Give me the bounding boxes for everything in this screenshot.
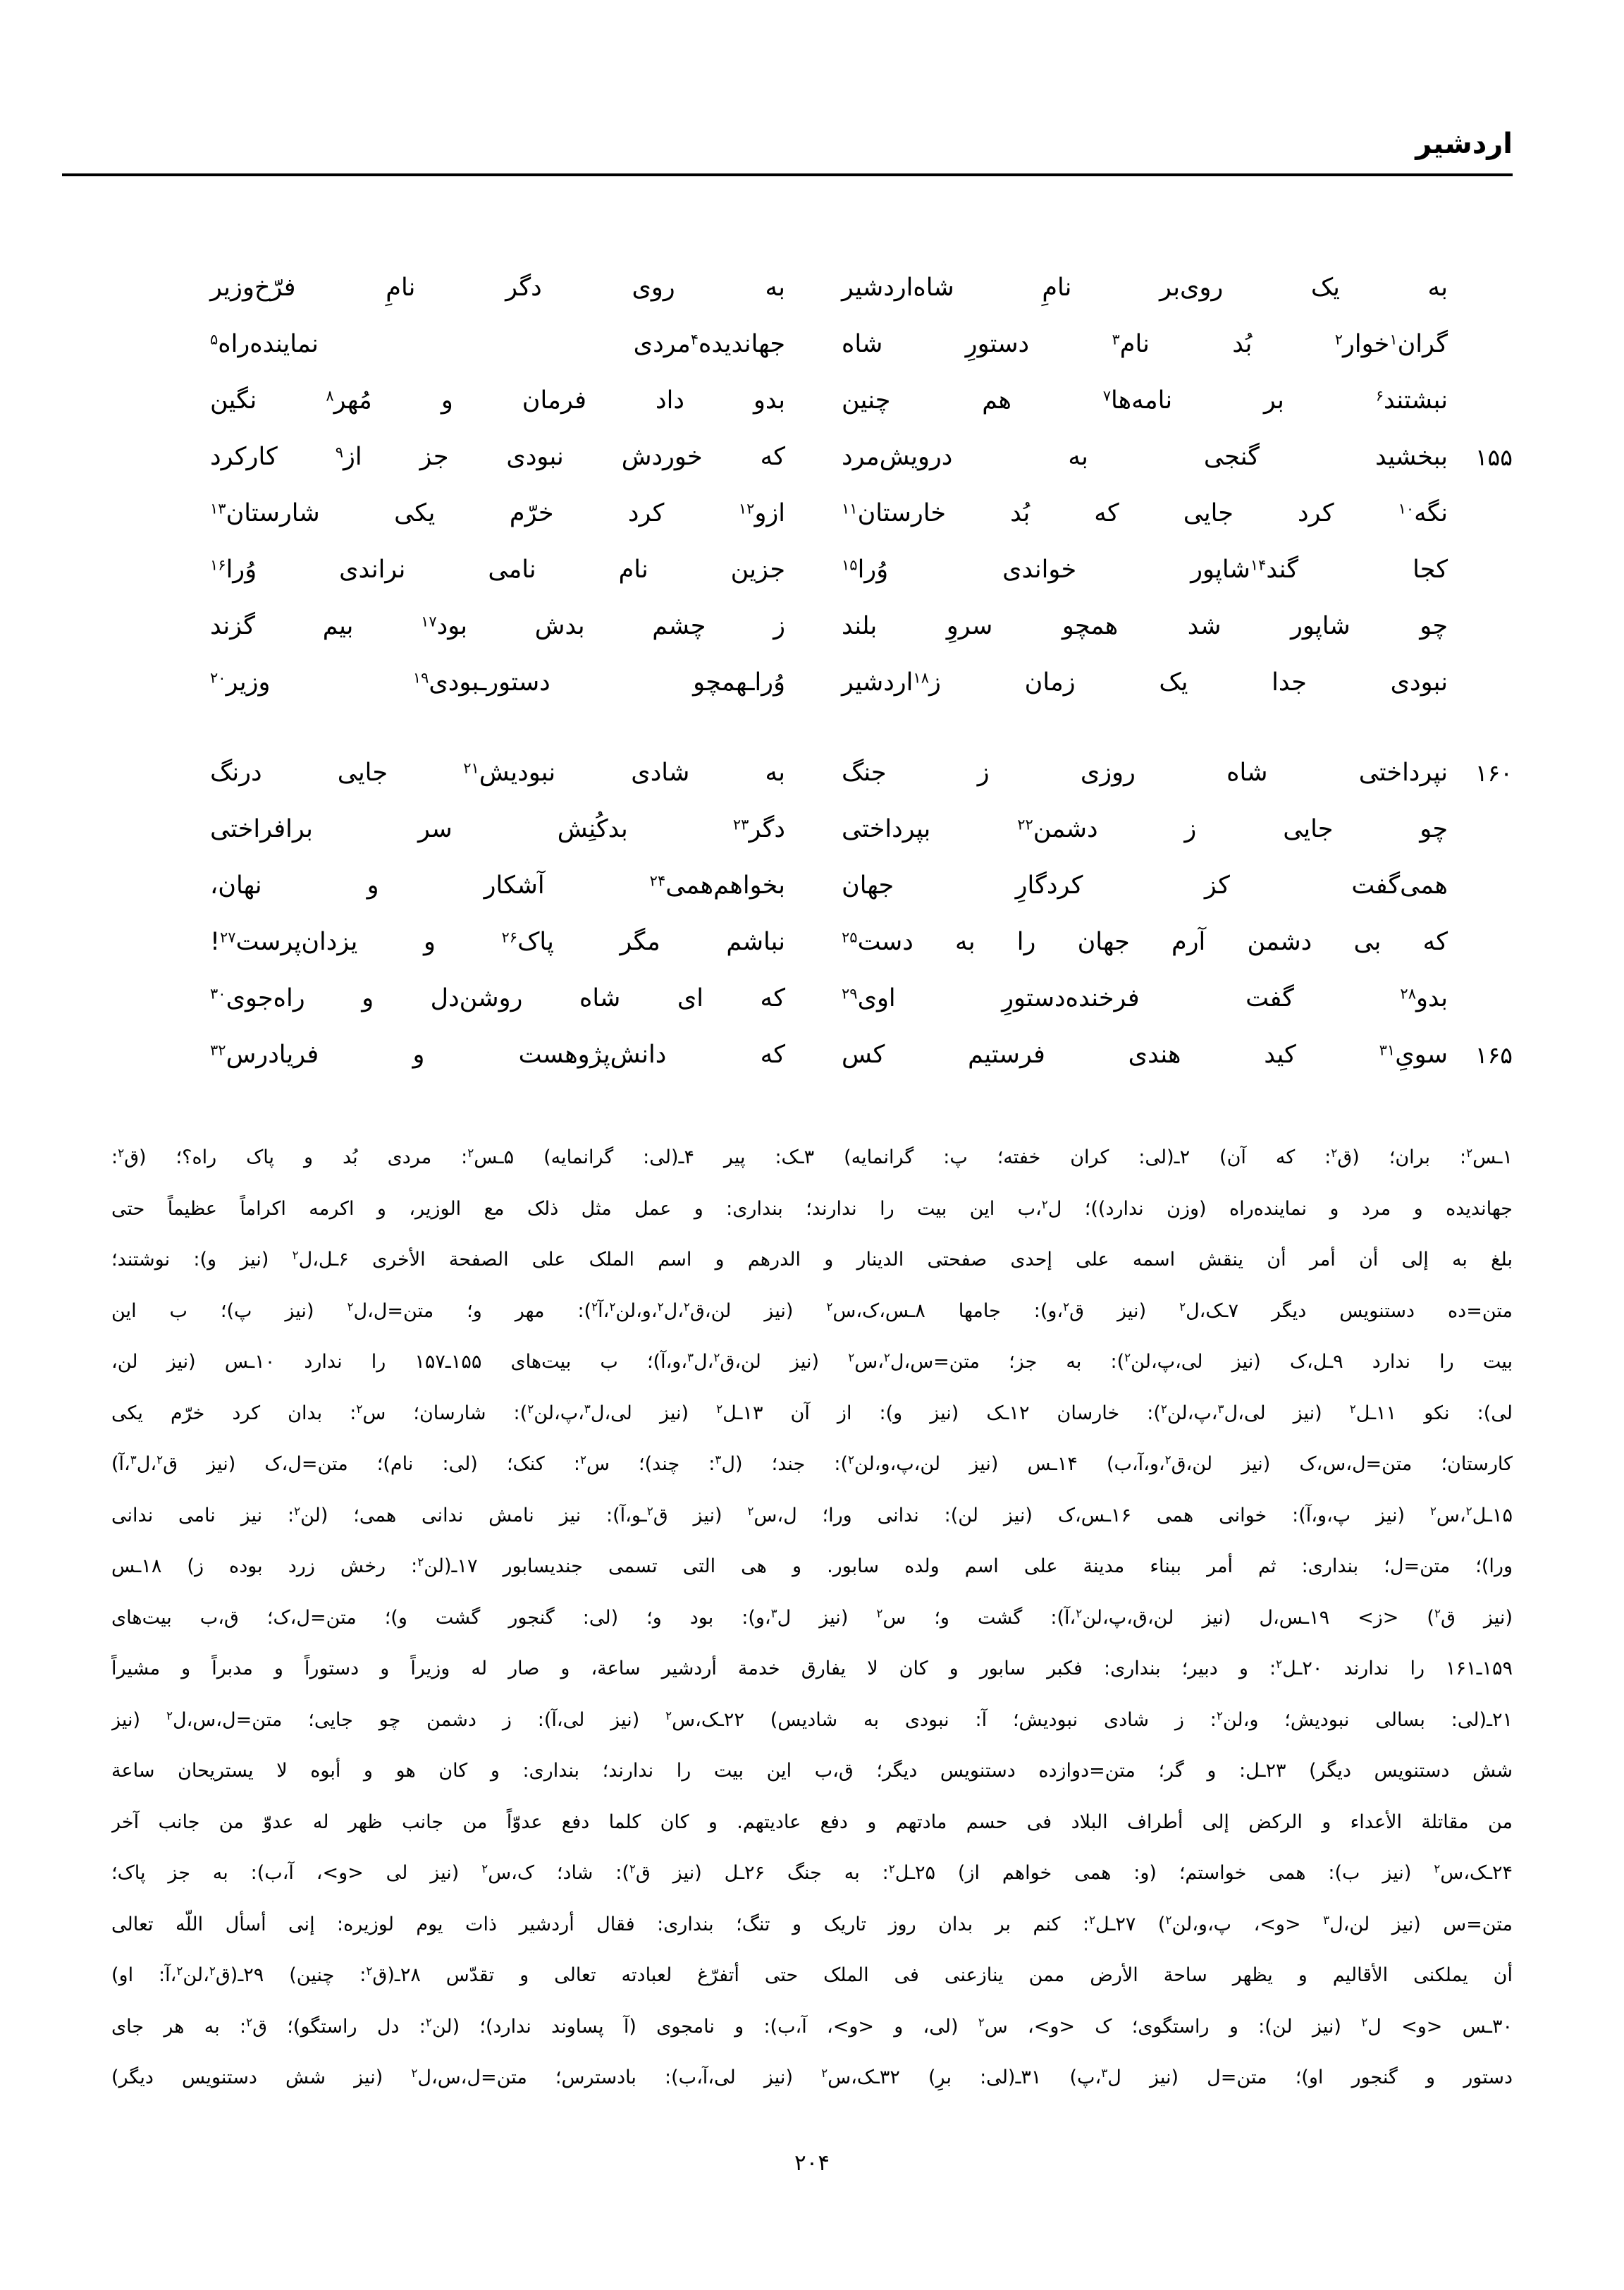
footnote-marker: ۲ xyxy=(609,1299,616,1314)
hemistich-left: دگر$^{۲۳}$ بدکُنِش سر برافراختی xyxy=(210,815,785,843)
running-head-title: اردشیر xyxy=(1415,128,1513,160)
verse-group xyxy=(111,745,1513,1083)
footnote-marker: ۲ xyxy=(294,1503,301,1518)
footnote-marker: ۳ xyxy=(770,1605,777,1620)
footnote-marker: ۲ xyxy=(1465,1503,1472,1518)
verse-number: ۱۶۵ xyxy=(1475,1041,1513,1069)
footnote-marker: ۱۵ xyxy=(842,556,858,574)
couplet xyxy=(111,429,1513,485)
hemistich-left: ازو$^{۱۲}$ کرد خرّم یکی شارستان$^{۱۳}$ xyxy=(210,499,785,527)
footnote-marker: ۲ xyxy=(1349,1401,1356,1416)
apparatus-line: دستور و گنجور او)؛ متن=ل (نیز ل$^۳$،پ) ۳۱ـ(لی: برِ) ۳۲ـک،س$^۲$ (نیز لی،آ،ب): بادسترس؛ متن=ل،س،ل$^۲$ (نیز شش دستنویس دیگر) xyxy=(111,2065,1513,2088)
footnote-marker: ۳ xyxy=(1112,331,1120,348)
footnote-marker: ۱۷ xyxy=(421,613,437,630)
apparatus-line: متن=ده دستنویس دیگر ۷ـک،ل$^۲$ (نیز ق$^۲$،و): جامها ۸ـس،ک،س$^۲$ (نیز لن،ق$^۲$،ل$^۲$،و،لن$^۲$،آ$^۲$): مهر و؛ متن=ل،ل$^۲$ (نیز پ)؛ ب این xyxy=(111,1299,1513,1322)
page-header xyxy=(111,125,1513,176)
footnote-marker: ۲ xyxy=(1165,1912,1172,1927)
footnote-marker: ۶ xyxy=(1375,387,1384,405)
hemistich-left: بدو داد فرمان و مُهر$^۸$ نگین xyxy=(210,386,785,415)
footnote-marker: ۲ xyxy=(1076,1605,1083,1620)
footnote-marker: ۲ xyxy=(1334,331,1343,348)
hemistich-left: به شادی نبودیش$^{۲۱}$ جایی درنگ xyxy=(210,759,785,787)
footnote-marker: ۲ xyxy=(848,1452,854,1467)
apparatus-line: ۲۱ـ(لی: بسالی نبودیش؛ و،لن$^۲$: ز شادی نبودیش؛ آ: نبودی به شادیس) ۲۲ـک،س$^۲$ (نیز لی،آ): ز دشمن چو جایی؛ متن=ل،س،ل$^۲$ (نیز xyxy=(111,1708,1513,1731)
couplet xyxy=(111,598,1513,654)
apparatus-line: کارستان؛ متن=ل،س،ک (نیز لن،ق$^۲$،و،آ،ب) ۱۴ـس (نیز لن،پ،و،لن$^۲$): جند؛ (ل$^۳$: چند)؛ س$^۲$: کنک؛ (لی: نام)؛ متن=ل،ک (نیز ق$^۲$،ل$^۳$،آ) xyxy=(111,1452,1513,1475)
footnote-marker: ۲ xyxy=(1434,1605,1441,1620)
apparatus-line: شش دستنویس دیگر) ۲۳ـل: و گر؛ متن=دوازده دستنویس دیگر؛ ق،ب این بیت را ندارند؛ بنداری: و کان هو و أبوه لا یستریحان ساعة xyxy=(111,1760,1513,1782)
hemistich-right: چو شاپور شد همچو سروِ بلند xyxy=(842,612,1448,640)
footnote-marker: ۲ xyxy=(1466,1145,1473,1160)
hemistich-left: جزین نام نامی نراندی وُرا$^{۱۶}$ xyxy=(210,556,785,584)
hemistich-right: چو جایی ز دشمن$^{۲۲}$ بپرداختی xyxy=(842,815,1448,843)
footnote-marker: ۲ xyxy=(356,1401,363,1416)
footnote-marker: ۲ xyxy=(1089,1912,1096,1927)
footnote-marker: ۳ xyxy=(715,1452,722,1467)
hemistich-right: ببخشید گنجی به درویش‌مرد xyxy=(842,443,1448,471)
hemistich-left: که خوردش نبودی جز از$^۹$ کارکرد xyxy=(210,443,785,471)
apparatus-line: لی): نکو ۱۱ـل$^۲$ (نیز لی،ل$^۳$،پ،لن$^۲$): خارسان ۱۲ـک (نیز و): از آن ۱۳ـل$^۲$ (نیز لی،ل$^۳$،پ،لن$^۲$): شارسان؛ س$^۲$: بدان کرد خرّم یکی xyxy=(111,1401,1513,1424)
footnote-marker: ۸ xyxy=(326,387,334,405)
couplet xyxy=(111,259,1513,316)
couplet xyxy=(111,745,1513,801)
footnote-marker: ۲ xyxy=(292,1247,299,1262)
footnote-marker: ۲ xyxy=(1063,1299,1070,1314)
footnote-marker: ۲ xyxy=(713,1349,720,1364)
footnote-marker: ۱۸ xyxy=(913,669,929,687)
footnote-marker: ۴ xyxy=(690,331,699,348)
hemistich-right: سویِ$^{۳۱}$ کید هندی فرستیم کس xyxy=(842,1041,1448,1069)
apparatus-line: ۲۴ـک،س$^۲$ (نیز ب): همی خواستم؛ (و: همی خواهم از) ۲۵ـل$^۲$: به جنگ ۲۶ـل (نیز ق$^۲$): شاد؛ ک،س$^۲$ (نیز لی <و>، آ،ب): به جز پاک؛ xyxy=(111,1861,1513,1884)
footnote-marker: ۲ xyxy=(417,1554,424,1569)
hemistich-left: به روی دگر نامِ فرّخ‌وزیر xyxy=(210,274,785,302)
hemistich-right: نپرداختی شاه روزی ز جنگ xyxy=(842,759,1448,787)
couplet xyxy=(111,857,1513,914)
footnote-marker: ۲ xyxy=(425,2014,432,2029)
footnote-marker: ۱۱ xyxy=(842,500,858,518)
footnote-marker: ۳ xyxy=(1217,1401,1224,1416)
footnote-marker: ۵ xyxy=(210,331,219,348)
couplet xyxy=(111,541,1513,598)
apparatus-line: أن یملکنی الأقالیم و یظهر ساحة الأرض ممن ینازعنی فی الملک حتی أتفرّغ لعبادته تعالی و تقدّس ۲۸ـ(ق$^۲$: چنین) ۲۹ـ(ق$^۲$،لن$^۲$،آ: او) xyxy=(111,1963,1513,1986)
footnote-marker: ۲۱ xyxy=(463,759,479,777)
footnote-marker: ۲ xyxy=(1434,1861,1441,1875)
footnote-marker: ۲۰ xyxy=(210,669,226,687)
footnote-marker: ۳۰ xyxy=(210,985,226,1003)
footnote-marker: ۲ xyxy=(1124,1349,1131,1364)
footnote-marker: ۲ xyxy=(411,2065,418,2080)
footnote-marker: ۳ xyxy=(1101,2065,1108,2080)
verse-number: ۱۶۰ xyxy=(1475,759,1513,787)
footnote-marker: ۲ xyxy=(366,1963,373,1978)
apparatus-line: بیت را ندارد ۹ـل،ک (نیز لی،پ،لن$^۲$): به جز؛ متن=س،ل$^۲$،س$^۲$ (نیز لن،ق$^۲$،ل$^۳$،و،آ)؛ ب بیت‌های ۱۵۵ـ۱۵۷ را ندارد ۱۰ـس (نیز لن، xyxy=(111,1349,1513,1373)
footnote-marker: ۲۴ xyxy=(649,872,666,890)
footnote-marker: ۲ xyxy=(665,1708,672,1722)
footnote-marker: ۳ xyxy=(1323,1912,1330,1927)
footnote-marker: ۱۹ xyxy=(412,669,429,687)
footnote-marker: ۲ xyxy=(629,1861,636,1875)
footnote-marker: ۲ xyxy=(156,1452,164,1467)
footnote-marker: ۱۳ xyxy=(210,500,226,518)
header-rule-divider xyxy=(62,173,1513,176)
footnote-marker: ۱ xyxy=(1389,331,1398,348)
footnote-marker: ۲ xyxy=(876,1605,883,1620)
footnote-marker: ۲ xyxy=(1429,1503,1437,1518)
hemistich-left: بخواهم‌همی$^{۲۴}$ آشکار و نهان، xyxy=(210,871,785,900)
footnote-marker: ۲ xyxy=(1164,1452,1171,1467)
hemistich-right: کجا گند$^{۱۴}$شاپور خواندی وُرا$^{۱۵}$ xyxy=(842,556,1448,584)
footnote-marker: ۲۵ xyxy=(842,929,858,946)
footnote-marker: ۲ xyxy=(747,1503,754,1518)
footnote-marker: ۲ xyxy=(1041,1196,1048,1211)
hemistich-right: بدو$^{۲۸}$ گفت فرخنده‌دستورِ اوی$^{۲۹}$ xyxy=(842,984,1448,1012)
footnote-marker: ۷ xyxy=(1102,387,1112,405)
hemistich-left: ز چشم بدش بود$^{۱۷}$ بیم گزند xyxy=(210,612,785,640)
footnote-marker: ۲ xyxy=(646,1503,653,1518)
couplet xyxy=(111,1027,1513,1083)
apparatus-line: (نیز ق$^۲$) <ز> ۱۹ـس،ل (نیز لن،ق،پ،لن$^۲$،آ): گشت و؛ س$^۲$ (نیز ل$^۳$،و): بود و؛ (لی: گنجور گشت و)؛ متن=ل،ک؛ ق،ب بیت‌های xyxy=(111,1605,1513,1629)
footnote-marker: ۳ xyxy=(130,1452,137,1467)
footnote-marker: ۱۴ xyxy=(1250,556,1267,574)
footnote-marker: ۲۲ xyxy=(1017,816,1033,833)
apparatus-line: جهاندیده و مرد و نماینده‌راه (وزن ندارد))؛ ل$^۲$،ب این بیت را ندارند؛ بنداری: و عمل مثل ذلک مع الوزیر، و اکرمه اکراماً عظیماً حتی xyxy=(111,1196,1513,1220)
footnote-marker: ۲ xyxy=(591,1299,598,1314)
hemistich-left: که ای شاه روشن‌دل و راه‌جوی$^{۳۰}$ xyxy=(210,984,785,1012)
footnote-marker: ۲ xyxy=(209,1963,216,1978)
apparatus-line: ۱۵۹ـ۱۶۱ را ندارند ۲۰ـل$^۲$: و دبیر؛ بنداری: فکبر سابور و کان لا یفارق خدمة أردشیر ساعة، و صار له وزیراً و دستوراً و مدبراً و مشیراً xyxy=(111,1656,1513,1679)
footnote-marker: ۲ xyxy=(176,1963,183,1978)
couplet xyxy=(111,914,1513,970)
hemistich-right: گران$^۱$خوار$^۲$ بُد نام$^۳$ دستورِ شاه xyxy=(842,330,1448,358)
apparatus-line: ۳۰ـس <و> ل$^۲$ (نیز لن): و راستگوی؛ ک <و>، س$^۲$ (لی، و <و>، آ،ب): و نامجوی (آ پساوند ندارد)؛ (لن$^۲$: دل راستگو)؛ ق$^۲$: به هر جای xyxy=(111,2014,1513,2038)
couplet xyxy=(111,970,1513,1027)
footnote-marker: ۲۶ xyxy=(501,929,518,946)
apparatus-line: بلغ به إلی أن أمر أن ینقش اسمه علی إحدی صفحتی الدینار و الدرهم و اسم الملک علی الصفحة الأخری ۶ـل،ل$^۲$ (نیز و): نوشتند؛ xyxy=(111,1247,1513,1270)
footnote-marker: ۲ xyxy=(481,1861,488,1875)
footnote-marker: ۱۶ xyxy=(210,556,226,574)
apparatus xyxy=(111,1132,1513,2104)
footnote-marker: ۹ xyxy=(335,443,343,461)
couplet xyxy=(111,654,1513,711)
footnote-marker: ۲ xyxy=(166,1708,173,1722)
verse-group xyxy=(111,259,1513,711)
footnote-marker: ۲ xyxy=(1331,1145,1338,1160)
footnote-marker: ۲ xyxy=(347,1299,354,1314)
footnote-marker: ۲ xyxy=(821,2065,828,2080)
footnote-marker: ۲ xyxy=(1179,1299,1186,1314)
footnote-marker: ۱۰ xyxy=(1398,500,1415,518)
hemistich-right: نبشتند$^۶$ بر نامه‌ها$^۷$ هم چنین xyxy=(842,386,1448,415)
footnote-marker: ۲ xyxy=(467,1145,474,1160)
footnote-marker: ۲ xyxy=(683,1299,690,1314)
footnote-marker: ۲ xyxy=(1160,1401,1167,1416)
couplet xyxy=(111,316,1513,372)
apparatus-line: من مقاتلة الأعداء و الرکض إلی أطراف البلاد فی حسم مادتهم و دفع عادیتهم. و کان کلما دفع عدوّاً من جانب ظهر له عدوّ من جانب آخر xyxy=(111,1811,1513,1833)
hemistich-left: که دانش‌پژوهست و فریادرس$^{۳۲}$ xyxy=(210,1041,785,1069)
footnote-marker: ۲ xyxy=(1276,1656,1283,1671)
footnote-marker: ۱۲ xyxy=(738,500,755,518)
hemistich-left: جهاندیده$^۴$مردی نماینده‌راه$^۵$ xyxy=(210,330,785,358)
hemistich-right: نگه$^{۱۰}$ کرد جایی که بُد خارستان$^{۱۱}$ xyxy=(842,499,1448,527)
hemistich-left: نباشم مگر پاک$^{۲۶}$ و یزدان‌پرست$^{۲۷}$! xyxy=(210,928,785,956)
hemistich-right: نبودی جدا یک زمان ز$^{۱۸}$اردشیر xyxy=(842,668,1448,697)
verse-number: ۱۵۵ xyxy=(1475,443,1513,471)
footnote-marker: ۲۳ xyxy=(732,816,749,833)
couplet xyxy=(111,372,1513,429)
footnote-marker: ۳ xyxy=(584,1401,591,1416)
apparatus-line: ۱ـس$^۲$: بران؛ (ق$^۲$: که آن) ۲ـ(لی: کران خفته؛ پ: گرانمایه) ۳ـک: پیر ۴ـ(لی: گرانمایه) ۵ـس$^۲$: مردی بُد و پاک راه؟؛ (ق$^۲$: xyxy=(111,1145,1513,1168)
footnote-marker: ۲ xyxy=(1216,1708,1223,1722)
hemistich-right: که بی دشمن آرم جهان را به دست$^{۲۵}$ xyxy=(842,928,1448,956)
footnote-marker: ۳ xyxy=(687,1349,694,1364)
footnote-marker: ۲ xyxy=(246,2014,253,2029)
couplet xyxy=(111,485,1513,541)
apparatus-line: متن=س (نیز لن،ل$^۳$ <و>، پ،و،لن$^۲$) ۲۷ـل$^۲$: کنم بر بدان روز تاریک و تنگ؛ بنداری: فقال أردشیر ذات یوم لوزیره: إنی أسأل اللّه تعالی xyxy=(111,1912,1513,1935)
apparatus-line: ورا)؛ متن=ل؛ بنداری: ثم أمر ببناء مدینة علی اسم ولده سابور. و هی التی تسمی جندیسابور ۱۷ـ(لن$^۲$: رخش زرد بوده ز) ۱۸ـس xyxy=(111,1554,1513,1577)
hemistich-right: به یک روی‌بر نامِ شاه‌اردشیر xyxy=(842,274,1448,302)
footnote-marker: ۲ xyxy=(978,2014,985,2029)
footnote-marker: ۲ xyxy=(826,1299,833,1314)
footnote-marker: ۲ xyxy=(118,1145,125,1160)
page-number: ۲۰۴ xyxy=(794,2150,830,2176)
couplet xyxy=(111,801,1513,857)
footnote-marker: ۲ xyxy=(888,1861,895,1875)
footnote-marker: ۲۹ xyxy=(842,985,858,1003)
footnote-marker: ۲ xyxy=(657,1299,664,1314)
footnote-marker: ۲۷ xyxy=(220,929,236,946)
footnote-marker: ۳۲ xyxy=(210,1041,226,1059)
footnote-marker: ۲ xyxy=(1361,2014,1368,2029)
footnote-marker: ۲ xyxy=(883,1349,890,1364)
hemistich-left: وُراـهمچو دستورـبودی$^{۱۹}$ وزیر$^{۲۰}$ xyxy=(210,668,785,697)
footnote-marker: ۳۱ xyxy=(1379,1041,1396,1059)
footnote-marker: ۲۸ xyxy=(1400,985,1416,1003)
verse-groups xyxy=(111,259,1513,1083)
footnote-marker: ۲ xyxy=(848,1349,855,1364)
footnote-marker: ۲ xyxy=(527,1401,534,1416)
apparatus-line: ۱۵ـل$^۲$،س$^۲$ (نیز پ،و،آ): خوانی همی ۱۶ـس،ک (نیز لن): ندانی ورا؛ ل،س$^۲$ (نیز ق$^۲$ـو،آ): نیز نامش ندانی همی؛ (لن$^۲$: نیز نامی ندانی xyxy=(111,1503,1513,1526)
footnote-marker: ۲ xyxy=(716,1401,723,1416)
footnote-marker: ۲ xyxy=(579,1452,586,1467)
hemistich-right: همی‌گفت کز کردگارِ جهان xyxy=(842,871,1448,900)
